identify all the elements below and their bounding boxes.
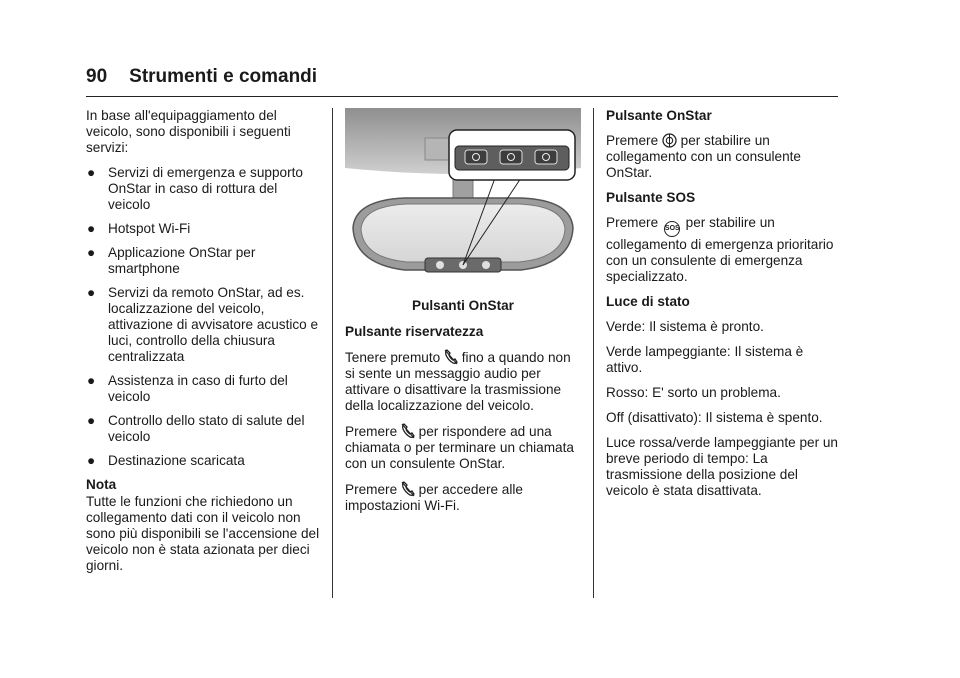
status-line: Verde: Il sistema è pronto.	[606, 319, 764, 334]
privacy-button-title: Pulsante riservatezza	[345, 324, 484, 339]
services-list	[86, 165, 322, 469]
mirror-illustration	[345, 108, 581, 290]
column-1	[86, 108, 322, 583]
handset-icon	[444, 349, 458, 365]
list-item: ● Servizi di emergenza e supporto OnStar in caso di rottura del veicolo	[87, 165, 303, 212]
zoom-button-sos	[535, 150, 557, 164]
list-item: ● Servizi da remoto OnStar, ad es. localizzazione del veicolo, attivazione di avvisatore acustico e luci, controllo della chiusura centralizzata	[87, 285, 319, 364]
list-item: ● Controllo dello stato di salute del veicolo	[87, 413, 305, 444]
figure-caption: Pulsanti OnStar	[412, 298, 514, 313]
bullet-icon: ●	[87, 165, 96, 180]
bullet-icon: ●	[87, 453, 96, 468]
status-line: Verde lampeggiante: Il sistema è attivo.	[606, 344, 804, 375]
onstar-paragraph: Premere per stabilire un collegamento con un consulente OnStar.	[606, 133, 801, 180]
bullet-icon: ●	[87, 245, 96, 260]
list-item: ● Destinazione scaricata	[87, 453, 245, 468]
list-item: ● Applicazione OnStar per smartphone	[87, 245, 256, 276]
handset-icon	[401, 423, 415, 439]
mirror-button-3	[482, 261, 490, 269]
zoom-button-privacy	[465, 150, 487, 164]
bullet-icon: ●	[87, 373, 96, 388]
bullet-icon: ●	[87, 413, 96, 428]
list-item: ● Assistenza in caso di furto del veicolo	[87, 373, 288, 404]
bullet-icon: ●	[87, 221, 96, 236]
column-divider-2	[593, 108, 594, 598]
column-3	[606, 108, 842, 508]
page-header	[86, 66, 838, 97]
sos-icon: SOS	[664, 221, 680, 237]
status-light-title: Luce di stato	[606, 294, 690, 309]
status-line: Off (disattivato): Il sistema è spento.	[606, 410, 823, 425]
column-divider-1	[332, 108, 333, 598]
status-line: Luce rossa/verde lampeggiante per un breve periodo di tempo: La trasmissione della posizione del veicolo è stata disattivata.	[606, 435, 838, 498]
mirror-glass	[361, 204, 565, 262]
privacy-paragraph-1: Tenere premuto fino a quando non si sente un messaggio audio per attivare o disattivare la trasmissione della localizzazione del veicolo.	[345, 350, 571, 413]
sos-paragraph: Premere SOS per stabilire un collegamento di emergenza prioritario con un consulente di emergenza specializzato.	[606, 215, 834, 284]
onstar-button-title: Pulsante OnStar	[606, 108, 712, 123]
chapter-title: Strumenti e comandi	[129, 66, 318, 87]
privacy-paragraph-2: Premere per rispondere ad una chiamata o per terminare un chiamata con un consulente OnStar.	[345, 424, 574, 471]
bullet-icon: ●	[87, 285, 96, 300]
column-2	[345, 108, 581, 523]
page-number: 90	[86, 66, 108, 87]
intro-text: In base all'equipaggiamento del veicolo, sono disponibili i seguenti servizi:	[86, 108, 291, 155]
note-title: Nota	[86, 477, 117, 492]
sos-button-title: Pulsante SOS	[606, 190, 696, 205]
note-text: Tutte le funzioni che richiedono un collegamento dati con il veicolo non sono più disponibili se l'accensione del veicolo non è stata azionata per dieci giorni.	[86, 494, 320, 573]
status-line: Rosso: E' sorto un problema.	[606, 385, 781, 400]
list-item: ● Hotspot Wi-Fi	[87, 221, 191, 236]
zoom-button-onstar	[500, 150, 522, 164]
privacy-paragraph-3: Premere per accedere alle impostazioni Wi-Fi.	[345, 482, 523, 513]
onstar-icon	[662, 133, 677, 148]
handset-icon	[401, 481, 415, 497]
mirror-button-1	[436, 261, 444, 269]
rearview-mirror-figure	[345, 108, 581, 290]
